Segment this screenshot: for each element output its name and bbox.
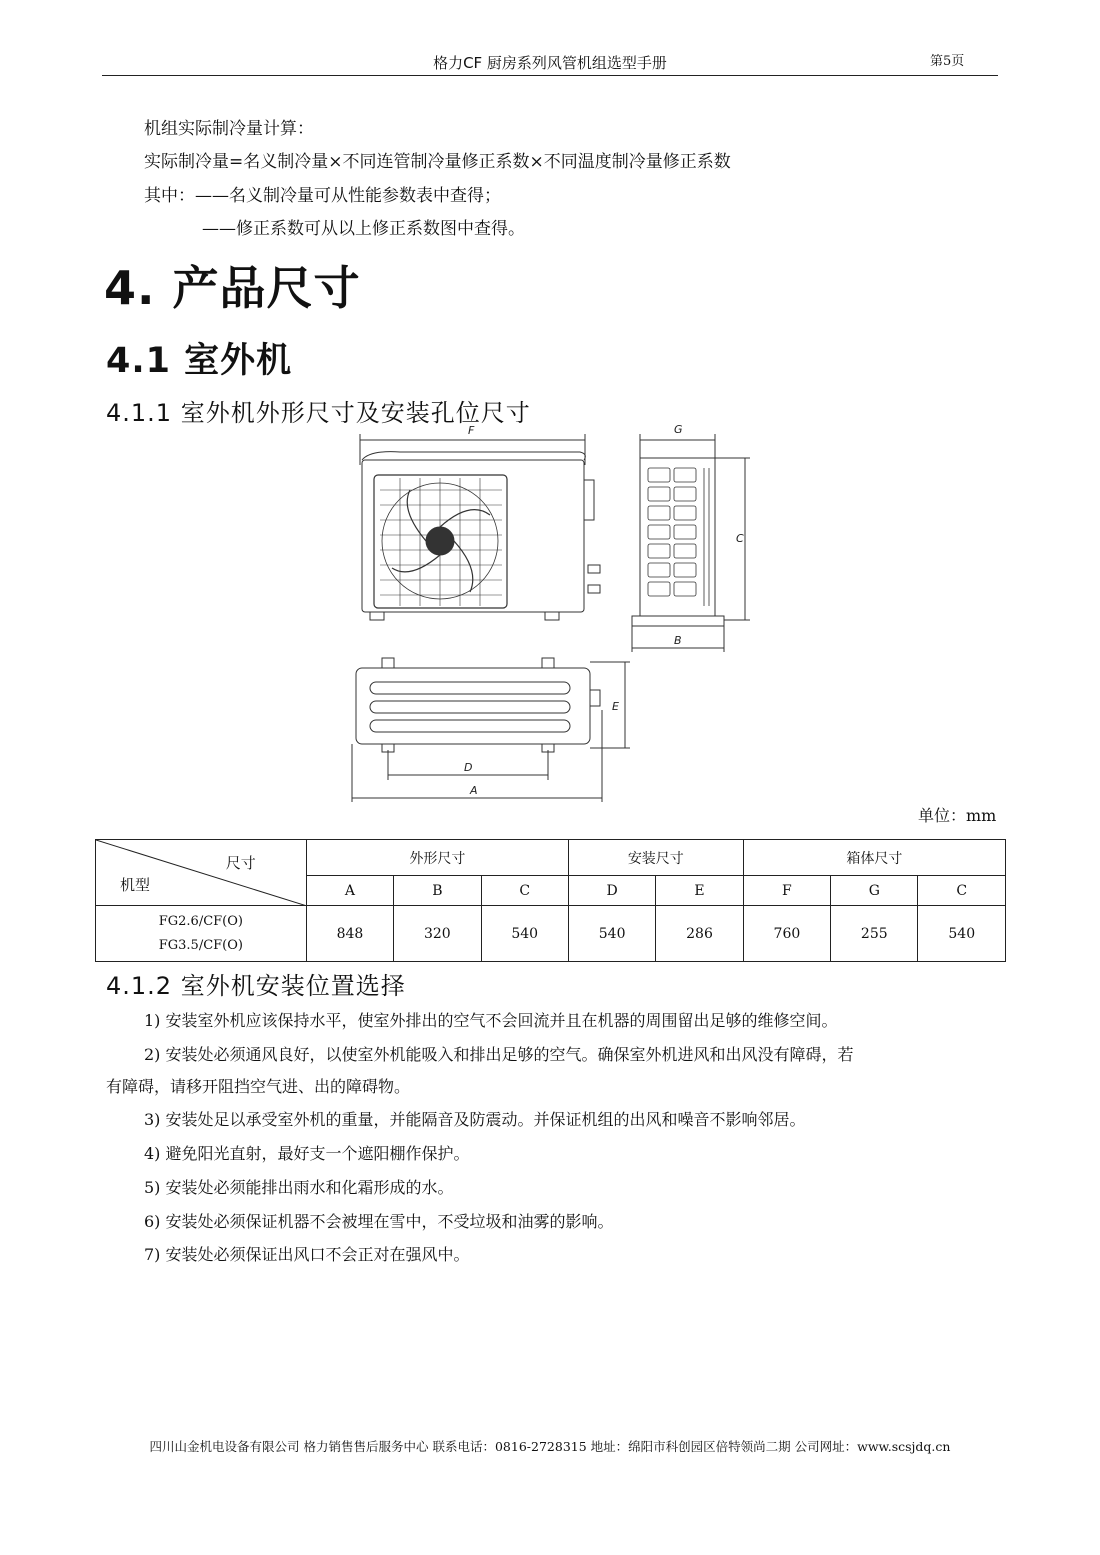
model-cell bbox=[96, 906, 307, 962]
calc-note-2: ——修正系数可从以上修正系数图中查得。 bbox=[202, 219, 525, 239]
label-c: C bbox=[736, 532, 744, 545]
page-number: 第5页 bbox=[930, 54, 965, 69]
requirement-item-2: 2) 安装处必须通风良好，以使室外机能吸入和排出足够的空气。确保室外机进风和出风没有障碍，若 bbox=[144, 1045, 854, 1064]
value-cell: 540 bbox=[568, 906, 655, 962]
calc-note-1: 其中：——名义制冷量可从性能参数表中查得； bbox=[144, 186, 501, 206]
label-b: B bbox=[674, 634, 682, 647]
requirement-item-4: 4) 避免阳光直射，最好支一个遮阳棚作保护。 bbox=[144, 1144, 470, 1163]
side-panel bbox=[584, 480, 594, 520]
side-view-base bbox=[632, 616, 724, 626]
label-f: F bbox=[468, 424, 475, 437]
section-heading-4-1-2: 4.1.2 室外机安装位置选择 bbox=[106, 972, 406, 1000]
table-row bbox=[96, 906, 1006, 962]
foot-left bbox=[370, 612, 384, 620]
requirement-item-3: 3) 安装处足以承受室外机的重量，并能隔音及防震动。并保证机组的出风和噪音不影响邻居。 bbox=[144, 1110, 806, 1129]
value-cell: 286 bbox=[656, 906, 743, 962]
corner-label-dimension: 尺寸 bbox=[225, 854, 256, 872]
fan-hub bbox=[426, 527, 454, 555]
column-header: E bbox=[656, 876, 743, 906]
top-view-valve bbox=[590, 690, 600, 706]
mount-tab-top-right bbox=[542, 658, 554, 668]
section-heading-4-1: 4.1 室外机 bbox=[106, 341, 293, 381]
value-cell: 848 bbox=[306, 906, 393, 962]
document-footer: 四川山金机电设备有限公司 格力销售售后服务中心 联系电话：0816-2728315 地址：绵阳市科创园区倍特领尚二期 公司网址：www.scsjdq.cn bbox=[149, 1439, 951, 1454]
label-g: G bbox=[674, 423, 683, 436]
requirement-item-6: 6) 安装处必须保证机器不会被埋在雪中，不受垃圾和油雾的影响。 bbox=[144, 1212, 614, 1231]
dimension-table bbox=[95, 839, 1006, 962]
value-cell: 540 bbox=[481, 906, 568, 962]
value-cell: 320 bbox=[394, 906, 481, 962]
group-header-box: 箱体尺寸 bbox=[743, 840, 1005, 876]
top-view-slot-3 bbox=[370, 720, 570, 732]
group-header-outline: 外形尺寸 bbox=[306, 840, 568, 876]
column-header: B bbox=[394, 876, 481, 906]
section-heading-4: 4. 产品尺寸 bbox=[104, 261, 361, 315]
valve-lower bbox=[588, 585, 600, 593]
table-header-row bbox=[96, 840, 1006, 876]
unit-label: 单位：mm bbox=[918, 806, 997, 825]
model-name: FG2.6/CF(O) bbox=[158, 913, 243, 929]
calc-intro: 机组实际制冷量计算： bbox=[144, 119, 314, 139]
column-header: A bbox=[306, 876, 393, 906]
requirement-item-2-cont: 有障碍，请移开阻挡空气进、出的障碍物。 bbox=[106, 1077, 411, 1096]
table-corner-cell bbox=[96, 840, 307, 906]
header-rule bbox=[102, 75, 998, 76]
column-header: C bbox=[481, 876, 568, 906]
top-view-body bbox=[356, 668, 590, 744]
mount-tab-top-left bbox=[382, 658, 394, 668]
column-header: C bbox=[918, 876, 1006, 906]
value-cell: 255 bbox=[831, 906, 918, 962]
corner-diagonal bbox=[96, 840, 307, 906]
side-view-grille bbox=[648, 468, 709, 606]
top-view-slot-2 bbox=[370, 701, 570, 713]
value-cell: 760 bbox=[743, 906, 830, 962]
label-e: E bbox=[612, 700, 619, 713]
group-header-install: 安装尺寸 bbox=[568, 840, 743, 876]
calc-formula: 实际制冷量=名义制冷量×不同连管制冷量修正系数×不同温度制冷量修正系数 bbox=[144, 152, 731, 172]
front-view-top bbox=[362, 452, 585, 460]
column-header: F bbox=[743, 876, 830, 906]
corner-label-model: 机型 bbox=[120, 876, 151, 894]
requirement-item-5: 5) 安装处必须能排出雨水和化霜形成的水。 bbox=[144, 1178, 454, 1197]
front-view-body bbox=[362, 460, 584, 612]
column-header: G bbox=[831, 876, 918, 906]
document-header-title: 格力CF 厨房系列风管机组选型手册 bbox=[433, 54, 667, 72]
section-heading-4-1-1: 4.1.1 室外机外形尺寸及安装孔位尺寸 bbox=[106, 399, 531, 427]
requirement-item-1: 1) 安装室外机应该保持水平，使室外排出的空气不会回流并且在机器的周围留出足够的维修空间。 bbox=[144, 1011, 838, 1030]
value-cell: 540 bbox=[918, 906, 1006, 962]
model-name: FG3.5/CF(O) bbox=[158, 937, 243, 953]
label-d: D bbox=[464, 761, 473, 774]
valve-upper bbox=[588, 565, 600, 573]
foot-right bbox=[545, 612, 559, 620]
requirement-item-7: 7) 安装处必须保证出风口不会正对在强风中。 bbox=[144, 1245, 470, 1264]
top-view-slot-1 bbox=[370, 682, 570, 694]
column-header: D bbox=[568, 876, 655, 906]
label-a: A bbox=[470, 784, 478, 797]
outdoor-unit-dimension-drawing bbox=[340, 420, 760, 810]
